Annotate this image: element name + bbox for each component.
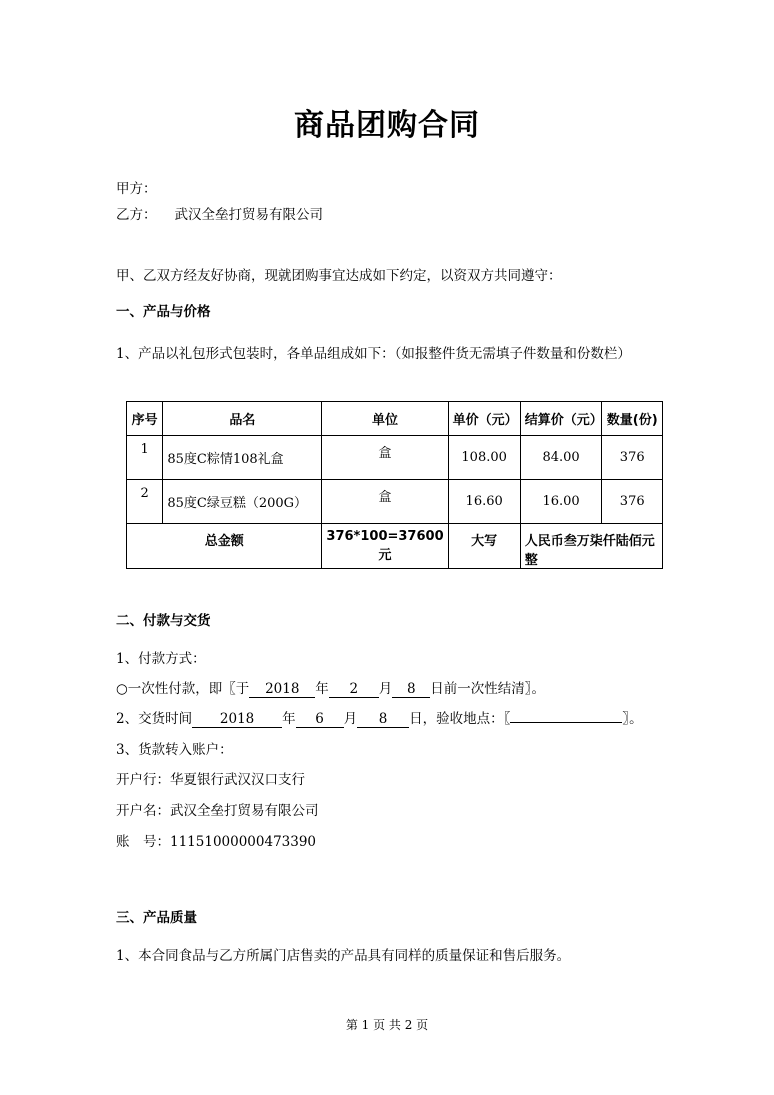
- cell-settle-price: 84.00: [520, 436, 602, 480]
- onetime-suffix: 日前一次性结清〗。: [430, 681, 546, 697]
- section3-heading: 三、产品质量: [116, 910, 197, 926]
- delivery-day: 8: [357, 712, 409, 728]
- table-total-row: [127, 524, 663, 569]
- account-number-label: 账 号：: [116, 834, 170, 850]
- section3-item1: 1、本合同食品与乙方所属门店售卖的产品具有同样的质量保证和售后服务。: [116, 948, 571, 964]
- header-cell: 单位: [322, 402, 448, 436]
- bank-name: 开户行：华夏银行武汉汉口支行: [116, 772, 305, 788]
- product-table: [126, 401, 663, 569]
- onetime-month-unit: 月: [378, 681, 393, 697]
- cell-name: 85度C粽情108礼盒: [163, 436, 322, 480]
- account-intro: 3、货款转入账户：: [116, 742, 233, 758]
- daxie-label: 大写: [448, 524, 520, 569]
- delivery-month: 6: [296, 712, 344, 728]
- cell-settle-price: 16.00: [520, 480, 602, 524]
- section1-item1: 1、产品以礼包形式包装时，各单品组成如下：（如报整件货无需填子件数量和份数栏）: [116, 346, 631, 362]
- onetime-month: 2: [329, 682, 379, 698]
- party-b-name: 武汉全垒打贸易有限公司: [174, 207, 323, 223]
- onetime-year-unit: 年: [315, 681, 329, 697]
- page-footer: 第 1 页 共 2 页: [345, 1018, 429, 1032]
- onetime-prefix: ○一次性付款，即〖于: [116, 681, 250, 697]
- cell-quantity: 376: [602, 436, 663, 480]
- delivery-month-unit: 月: [343, 711, 358, 727]
- total-label: 总金额: [127, 524, 322, 569]
- delivery-suffix: 〗。: [622, 711, 643, 727]
- delivery-prefix: 2、交货时间: [116, 711, 193, 727]
- party-a-label: 甲方：: [116, 181, 157, 197]
- party-b-label: 乙方：: [116, 207, 157, 223]
- cell-index: 1: [127, 436, 163, 480]
- party-b: [116, 203, 323, 223]
- party-a: [116, 177, 157, 197]
- header-cell: 数量(份): [602, 402, 663, 436]
- cell-quantity: 376: [602, 480, 663, 524]
- account-number-value: 11151000000473390: [170, 834, 317, 850]
- delivery-place: [510, 722, 622, 723]
- onetime-year: 2018: [249, 682, 315, 698]
- cell-unit-price: 16.60: [448, 480, 520, 524]
- account-number: [116, 830, 316, 850]
- delivery-day-unit: 日，验收地点：〖: [409, 711, 511, 727]
- payment-method: 1、付款方式：: [116, 651, 206, 667]
- intro-text: 甲、乙双方经友好协商，现就团购事宜达成如下约定，以资双方共同遵守：: [116, 268, 562, 284]
- delivery-year-unit: 年: [282, 711, 296, 727]
- total-value: 376*100=37600元: [322, 524, 448, 569]
- header-cell: 单价（元）: [448, 402, 520, 436]
- table-header-row: [127, 402, 663, 436]
- cell-unit-price: 108.00: [448, 436, 520, 480]
- table-row: [127, 436, 663, 480]
- delivery-year: 2018: [192, 712, 282, 728]
- table-row: [127, 480, 663, 524]
- onetime-day: 8: [392, 682, 430, 698]
- cell-index: 2: [127, 480, 163, 524]
- onetime-payment: [116, 677, 545, 698]
- daxie-value: 人民币叁万柒仟陆佰元整: [520, 524, 662, 569]
- header-cell: 品名: [163, 402, 322, 436]
- account-name: 开户名：武汉全垒打贸易有限公司: [116, 803, 319, 819]
- section2-heading: 二、付款与交货: [116, 613, 211, 629]
- cell-name: 85度C绿豆糕（200G）: [163, 480, 322, 524]
- delivery-time: [116, 707, 643, 728]
- header-cell: 结算价（元）: [520, 402, 602, 436]
- section1-heading: 一、产品与价格: [116, 304, 211, 320]
- header-cell: 序号: [127, 402, 163, 436]
- cell-unit: 盒: [322, 436, 448, 480]
- document-title: 商品团购合同: [294, 108, 480, 143]
- cell-unit: 盒: [322, 480, 448, 524]
